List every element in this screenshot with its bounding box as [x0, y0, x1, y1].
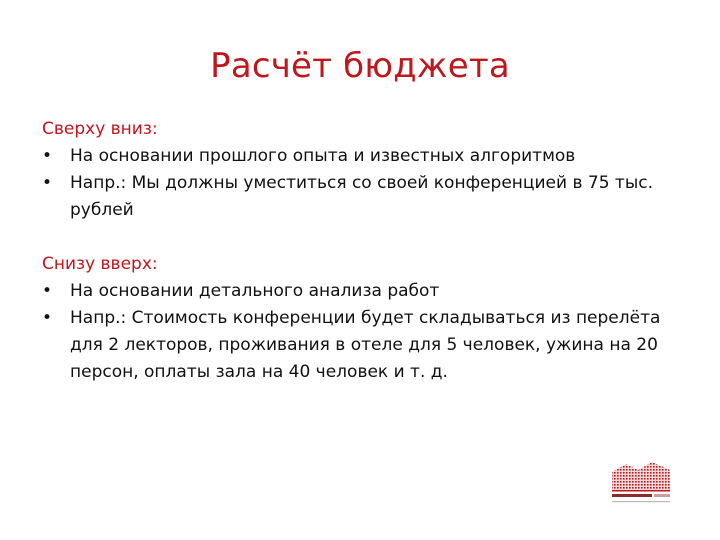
section-heading: Сверху вниз: [42, 119, 158, 139]
bullet-item [42, 143, 692, 170]
bullet-list [42, 278, 692, 386]
bullet-icon: • [42, 281, 53, 301]
bullet-icon: • [42, 173, 53, 193]
section-heading: Снизу вверх: [42, 254, 158, 274]
bullet-text: На основании прошлого опыта и известных алгоритмов [70, 146, 576, 166]
bullet-text: Напр.: Стоимость конференции будет складываться из перелёта для 2 лекторов, проживания в отеле для 5 человек, ужина на 20 персон, оплаты зала на 40 человек и т. д. [70, 308, 661, 382]
slide-content [42, 116, 692, 386]
bullet-item [42, 278, 692, 305]
bullet-text: На основании детального анализа работ [70, 281, 440, 301]
bullet-item [42, 305, 692, 386]
bullet-icon: • [42, 308, 53, 328]
bullet-text: Напр.: Мы должны уместиться со своей конференцией в 75 тыс. рублей [70, 173, 653, 220]
section-top-down [42, 116, 692, 224]
bullet-list [42, 143, 692, 224]
bullet-item [42, 170, 692, 224]
logo-icon [608, 460, 674, 510]
slide-title: Расчёт бюджета [210, 46, 510, 86]
section-bottom-up [42, 251, 692, 386]
bullet-icon: • [42, 146, 53, 166]
